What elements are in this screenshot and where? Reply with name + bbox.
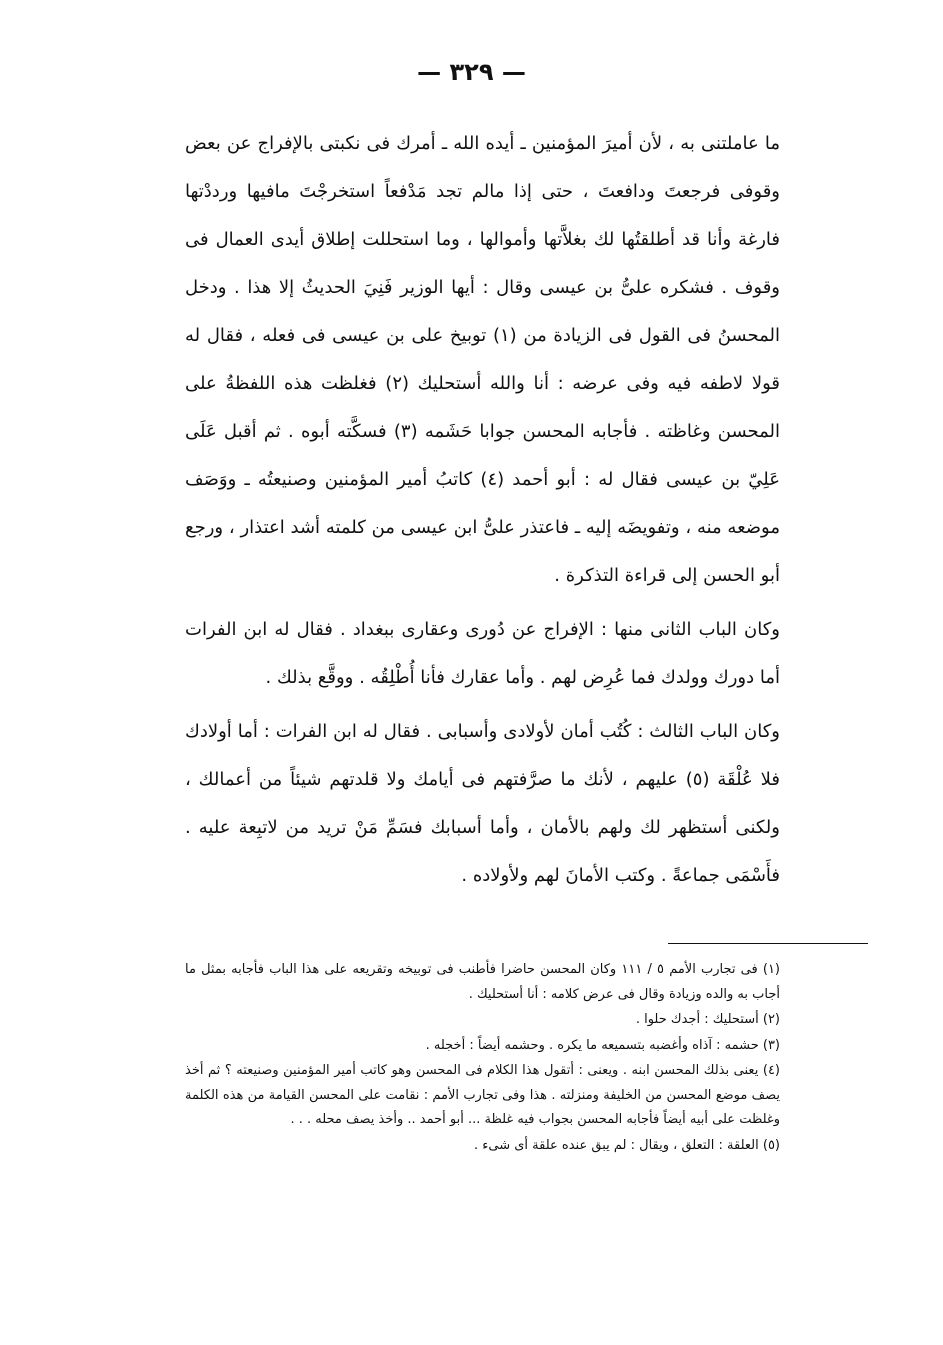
paragraph-3: وكان الباب الثالث : كُتُب أمان لأولادى وأسبابى . فقال له ابن الفرات : أما أولادك فلا عُلْقَة (٥) عليهم ، لأنك ما صرَّفتهم فى أيامك ولا قلدتهم شيئاً من أعمالك ، ولكنى أستظهر لك ولهم بالأمان ، وأما أسبابك فسَمِّ مَنْ تريد من لاتبِعة عليه . فأَسْمَى جماعةً . وكتب الأمانَ لهم ولأولاده . [185, 721, 781, 886]
footnote-2: (٢) أستحليك : أجدك حلوا . [635, 1012, 780, 1027]
paragraph-2: وكان الباب الثانى منها : الإفراج عن دُورى وعقارى ببغداد . فقال له ابن الفرات أما دورك وولدك فما عُرِض لهم . وأما عقارك فأنا أُطْلِقُه . ووقَّع بذلك . [185, 619, 780, 688]
footnote-divider [668, 943, 868, 944]
footnote-3: (٣) حشمه : آذاه وأغضبه بتسميعه ما يكره . وحشمه أيضاً : أخجله . [425, 1037, 780, 1053]
footnote-1: (١) فى تجارب الأمم ٥ / ١١١ وكان المحسن حاضرا فأطنب فى توبيخه وتقريعه على هذا الباب فأجابه بمثل ما أجاب به والده وزيادة وقال فى عرض كلامه : أنا أستحليك . [185, 962, 780, 1002]
paragraph-1: ما عاملتنى به ، لأن أميرَ المؤمنين ـ أيده الله ـ أمرك فى نكبتى بالإفراج عن بعض وقوفى فرجعتَ ودافعتَ ، حتى إذا مالم تجد مَدْفعاً استخرجْتَ مافيها ورددْتها فارغة وأنا قد أطلقتُها لك بغلاَّتها وأموالها ، وما استحللت إطلاق أيدى العمال فى وقوف . فشكره علىُّ بن عيسى وقال : أيها الوزير فَنِيَ الحديثُ إلا هذا . ودخل المحسنُ فى القول فى الزيادة من (١) توبيخ على بن عيسى فى فعله ، فقال له قولا لاطفه فيه وفى عرضه : أنا والله أستحليك (٢) فغلظت هذه اللفظةُ على المحسن وغاظته . فأجابه المحسن جوابا حَشَمه (٣) فسكَّته أبوه . ثم أقبل عَلَى عَلِيّ بن عيسى فقال له : أبو أحمد (٤) كاتبُ أمير المؤمنين وصنيعتُه ـ ووَصَف موضعه منه ، وتفويضَه إليه ـ فاعتذر علىُّ ابن عيسى من كلمته أشد اعتذار ، ورجع أبو الحسن إلى قراءة التذكرة . [185, 133, 781, 586]
body-text [185, 120, 780, 900]
page-number: — ٣٢٩ — [417, 58, 526, 86]
footnote-4: (٤) يعنى بذلك المحسن ابنه . ويعنى : أتقول هذا الكلام فى المحسن وهو كاتب أمير المؤمنين وصنيعته ؟ ثم أخذ يصف موضع المحسن من الخليفة ومنزلته . هذا وفى تجارب الأمم : نقامت على المحسن القيامة من هذه الكلمة وغلظت على أبيه أيضاً فأجابه المحسن بجواب فيه غلظة ... أبو أحمد .. وأخذ يصف محله . . . [185, 1063, 780, 1127]
footnotes [185, 958, 780, 1158]
footnote-5: (٥) العلقة : التعلق ، ويقال : لم يبق عنده علقة أى شىء . [474, 1137, 780, 1153]
